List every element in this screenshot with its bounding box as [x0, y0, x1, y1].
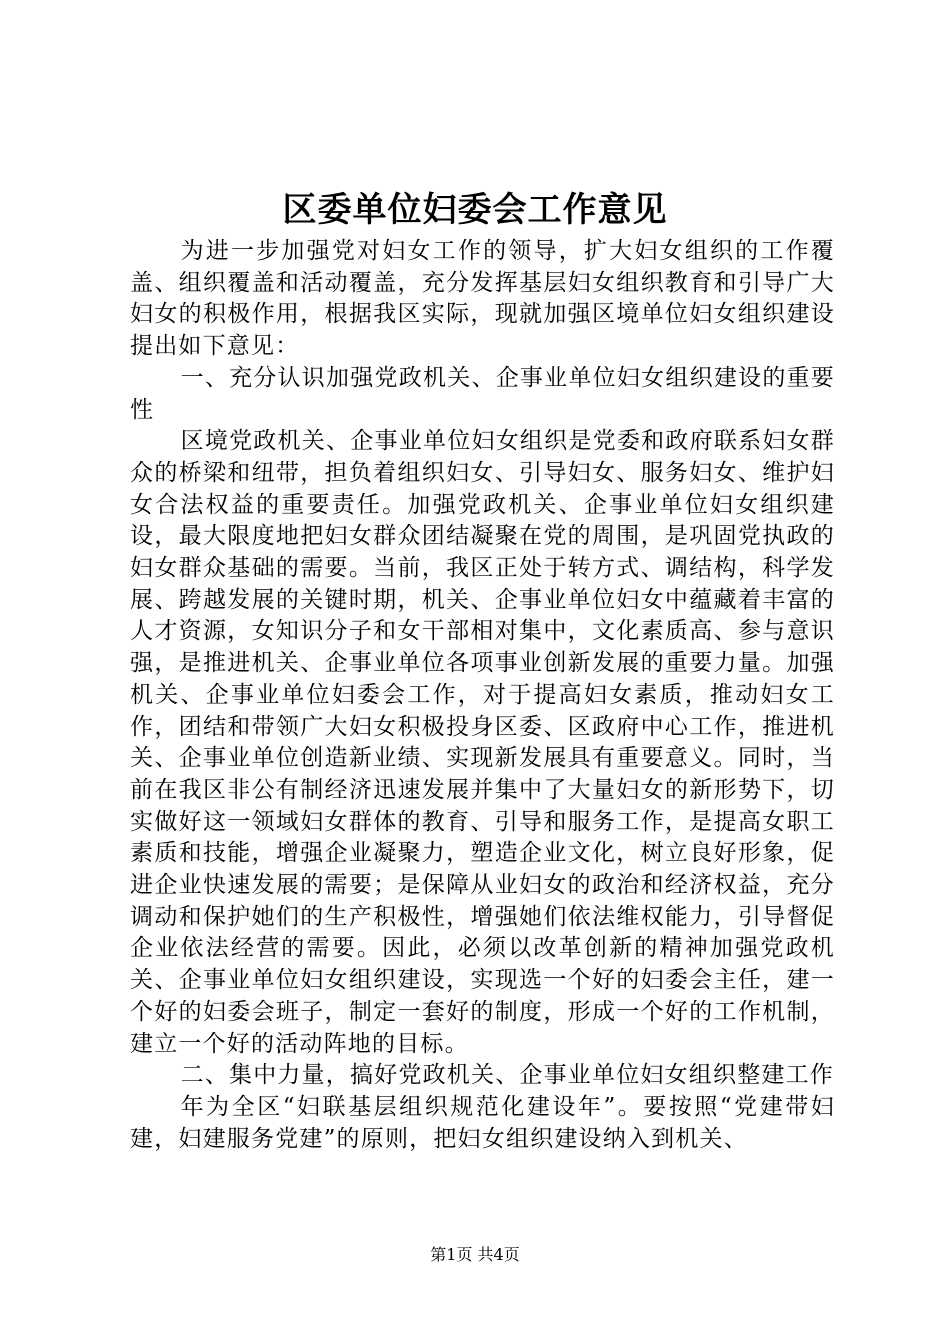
section-heading-2: 二、集中力量，搞好党政机关、企事业单位妇女组织整建工作 — [180, 1062, 834, 1089]
section-heading-1: 一、充分认识加强党政机关、企事业单位妇女组织建设的重要性 — [130, 364, 835, 423]
body-paragraph: 年为全区“妇联基层组织规范化建设年”。要按照“党建带妇建，妇建服务党建”的原则，把妇女组织建设纳入到机关、 — [130, 1093, 835, 1152]
body-paragraph: 区境党政机关、企事业单位妇女组织是党委和政府联系妇女群众的桥梁和纽带，担负着组织妇女、引导妇女、服务妇女、维护妇女合法权益的重要责任。加强党政机关、企事业单位妇女组织建设，最大限度地把妇女群众团结凝聚在党的周围，是巩固党执政的妇女群众基础的需要。当前，我区正处于转方式、调结构，科学发展、跨越发展的关键时期，机关、企事业单位妇女中蕴藏着丰富的人才资源，女知识分子和女干部相对集中，文化素质高、参与意识强，是推进机关、企事业单位各项事业创新发展的重要力量。加强机关、企事业单位妇委会工作，对于提高妇女素质，推动妇女工作，团结和带领广大妇女积极投身区委、区政府中心工作，推进机关、企事业单位创造新业绩、实现新发展具有重要意义。同时，当前在我区非公有制经济迅速发展并集中了大量妇女的新形势下，切实做好这一领域妇女群体的教育、引导和服务工作，是提高女职工素质和技能，增强企业凝聚力，塑造企业文化，树立良好形象，促进企业快速发展的需要；是保障从业妇女的政治和经济权益，充分调动和保护她们的生产积极性，增强她们依法维权能力，引导督促企业依法经营的需要。因此，必须以改革创新的精神加强党政机关、企事业单位妇女组织建设，实现选一个好的妇委会主任，建一个好的妇委会班子，制定一套好的制度，形成一个好的工作机制，建立一个好的活动阵地的目标。 — [130, 428, 835, 1057]
intro-paragraph: 为进一步加强党对妇女工作的领导，扩大妇女组织的工作覆盖、组织覆盖和活动覆盖，充分发挥基层妇女组织教育和引导广大妇女的积极作用，根据我区实际，现就加强区境单位妇女组织建设提出如下意见： — [130, 238, 835, 360]
document-body — [130, 236, 835, 1155]
page-footer: 第1页 共4页 — [430, 1245, 520, 1264]
document-title: 区委单位妇委会工作意见 — [282, 190, 668, 230]
